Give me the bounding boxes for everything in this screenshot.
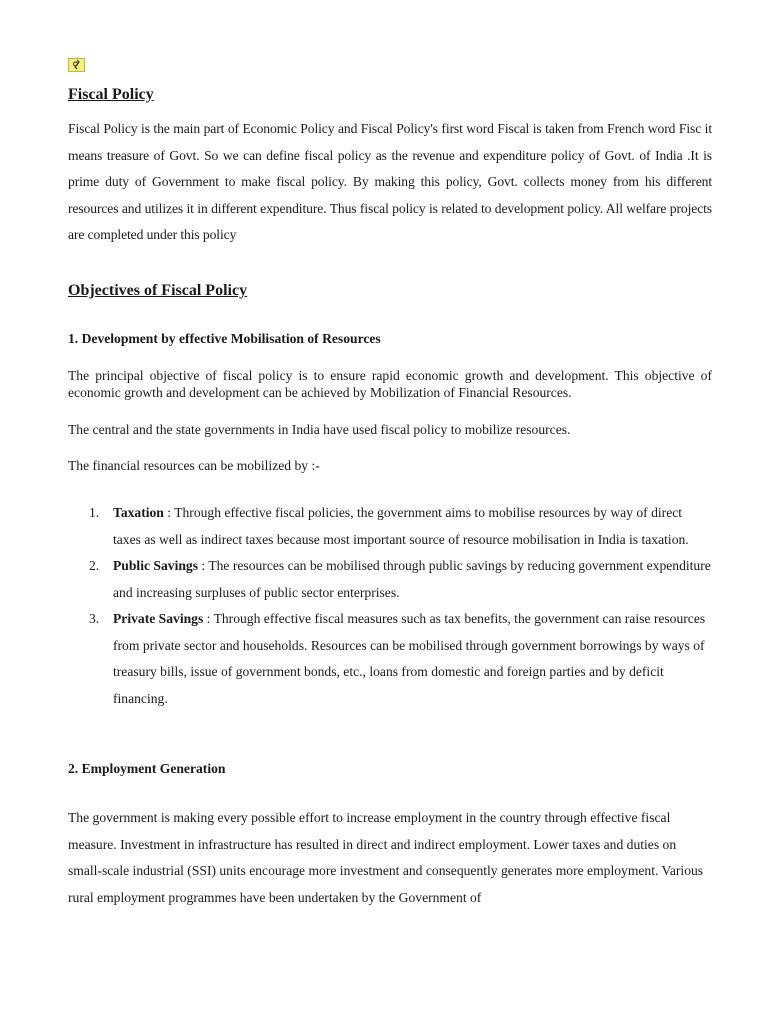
list-number: 2. [89,558,100,573]
section2-paragraph-1: The government is making every possible effort to increase employment in the country through effective fiscal measure. Investment in infrastructure has resulted in direct and indirect employment. Lower taxes and duties on small-scale industrial (SSI) units encourage more investment and consequently generates more employment. Various rural employment programmes have been undertaken by the Government of [68,810,704,905]
list-number: 1. [89,505,100,520]
list-term: Private Savings [113,611,204,626]
list-text: : The resources can be mobilised through public savings by reducing government expenditure and increasing surpluses of public sector enterprises. [113,558,711,600]
intro-paragraph: Fiscal Policy is the main part of Economic Policy and Fiscal Policy's first word Fiscal is taken from French word Fisc it means treasure of Govt. So we can define fiscal policy as the revenue and expenditure policy of Govt. of India .It is prime duty of Government to make fiscal policy. By making this policy, Govt. collects money from his different resources and utilizes it in different expenditure. Thus fiscal policy is related to development policy. All welfare projects are completed under this policy [68,121,712,242]
list-text: : Through effective fiscal measures such as tax benefits, the government can raise resources from private sector and households. Resources can be mobilised through government borrowings by ways of treasury bills, issue of government bonds, etc., loans from domestic and foreign parties and by deficit financing. [113,611,706,706]
list-item [68,553,712,606]
section1-heading: 1. Development by effective Mobilisation of Resources [68,331,381,346]
list-text: : Through effective fiscal policies, the government aims to mobilise resources by way of direct taxes as well as indirect taxes because most important source of resource mobilisation in India is taxation. [113,505,689,547]
resource-list [68,500,712,712]
section1-paragraph-2: The central and the state governments in India have used fiscal policy to mobilize resources. [68,422,571,437]
list-term: Taxation [113,505,164,520]
section1-paragraph-1: The principal objective of fiscal policy is to ensure rapid economic growth and development. This objective of economic growth and development can be achieved by Mobilization of Financial Resources. [68,368,712,400]
anchor-icon[interactable] [68,58,85,72]
objectives-heading: Objectives of Fiscal Policy [68,282,248,299]
list-item [68,606,712,712]
section1-paragraph-3: The financial resources can be mobilized by :- [68,458,320,473]
list-number: 3. [89,611,100,626]
list-item [68,500,712,553]
list-term: Public Savings [113,558,198,573]
section2-heading: 2. Employment Generation [68,761,226,776]
document-title: Fiscal Policy [68,86,154,103]
